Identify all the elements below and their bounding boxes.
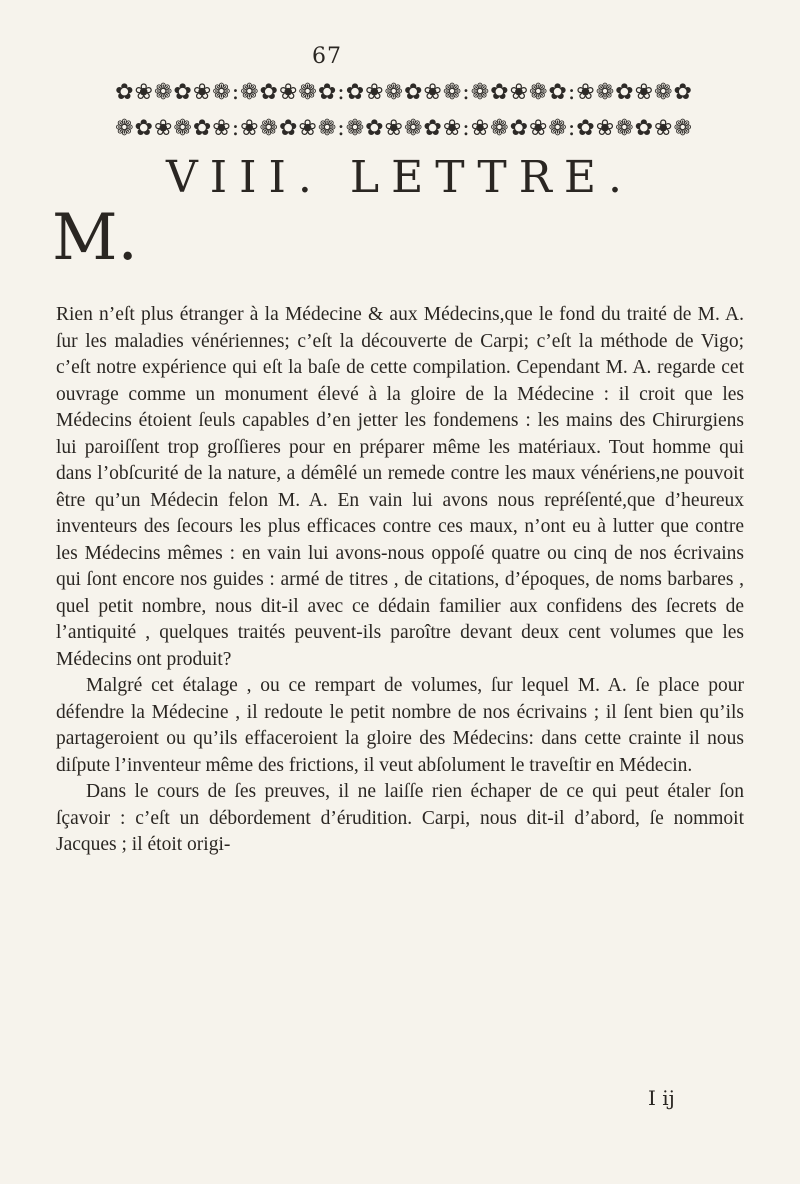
letter-heading: VIII. LETTRE.: [166, 152, 634, 203]
ornament-band-bottom: ❁✿❀❁✿❀:❀❁✿❀❁:❁✿❀❁✿❀:❀❁✿❀❁:✿❀❁✿❀❁: [115, 116, 693, 141]
page-number: 67: [312, 44, 342, 69]
salutation-initial: M.: [52, 201, 138, 275]
signature-mark: I ij: [648, 1086, 675, 1110]
paragraph-3: Dans le cours de ſes preuves, il ne laiſſe rien échaper de ce qui peut étaler ſon ſçavoir : c’eſt un débordement d’érudition. Carpi, nous dit-il d’abord, ſe nommoit Jacques ; il étoit origi-: [56, 781, 744, 855]
letter-body: [56, 302, 744, 859]
ornament-band-top: ✿❀❁✿❀❁:❁✿❀❁✿:✿❀❁✿❀❁:❁✿❀❁✿:❀❁✿❀❁✿: [115, 80, 693, 105]
paragraph-2: Malgré cet étalage , ou ce rempart de volumes, ſur lequel M. A. ſe place pour défendre la Médecine , il redoute le petit nombre de nos écrivains ; il ſent bien qu’ils partageroient ou qu’ils effaceroient la gloire des Médecins: dans cette crainte il nous diſpute l’inventeur même des frictions, il veut abſolument le traveſtir en Médecin.: [56, 675, 744, 776]
paragraph-1: Rien n’eſt plus étranger à la Médecine & aux Médecins,que le fond du traité de M. A. ſur les maladies vénériennes; c’eſt la découverte de Carpi; c’eſt la méthode de Vigo; c’eſt notre expérience qui eſt la baſe de cette compilation. Cependant M. A. regarde cet ouvrage comme un monument élevé à la gloire de la Médecine : il croit que les Médecins étoient ſeuls capables d’en jetter les fondemens : les mains des Chirurgiens lui paroiſſent trop groſſieres pour en préparer même les matériaux. Tout homme qui dans l’obſcurité de la nature, a démêlé un remede contre les maux vénériens,ne pouvoit être qu’un Médecin felon M. A. En vain lui avons nous repréſenté,que d’heureux inventeurs des ſecours les plus efficaces contre ces maux, n’ont eu à lutter que contre les Médecins mêmes : en vain lui avons-nous oppoſé quatre ou cinq de nos écrivains qui ſont encore nos guides : armé de titres , de citations, d’époques, de noms barbares , quel petit nombre, nous dit-il avec ce dédain familier aux confidens des ſecrets de l’antiquité , quelques traités peuvent-ils paroître devant deux cent volumes que les Médecins ont produit?: [56, 304, 744, 670]
